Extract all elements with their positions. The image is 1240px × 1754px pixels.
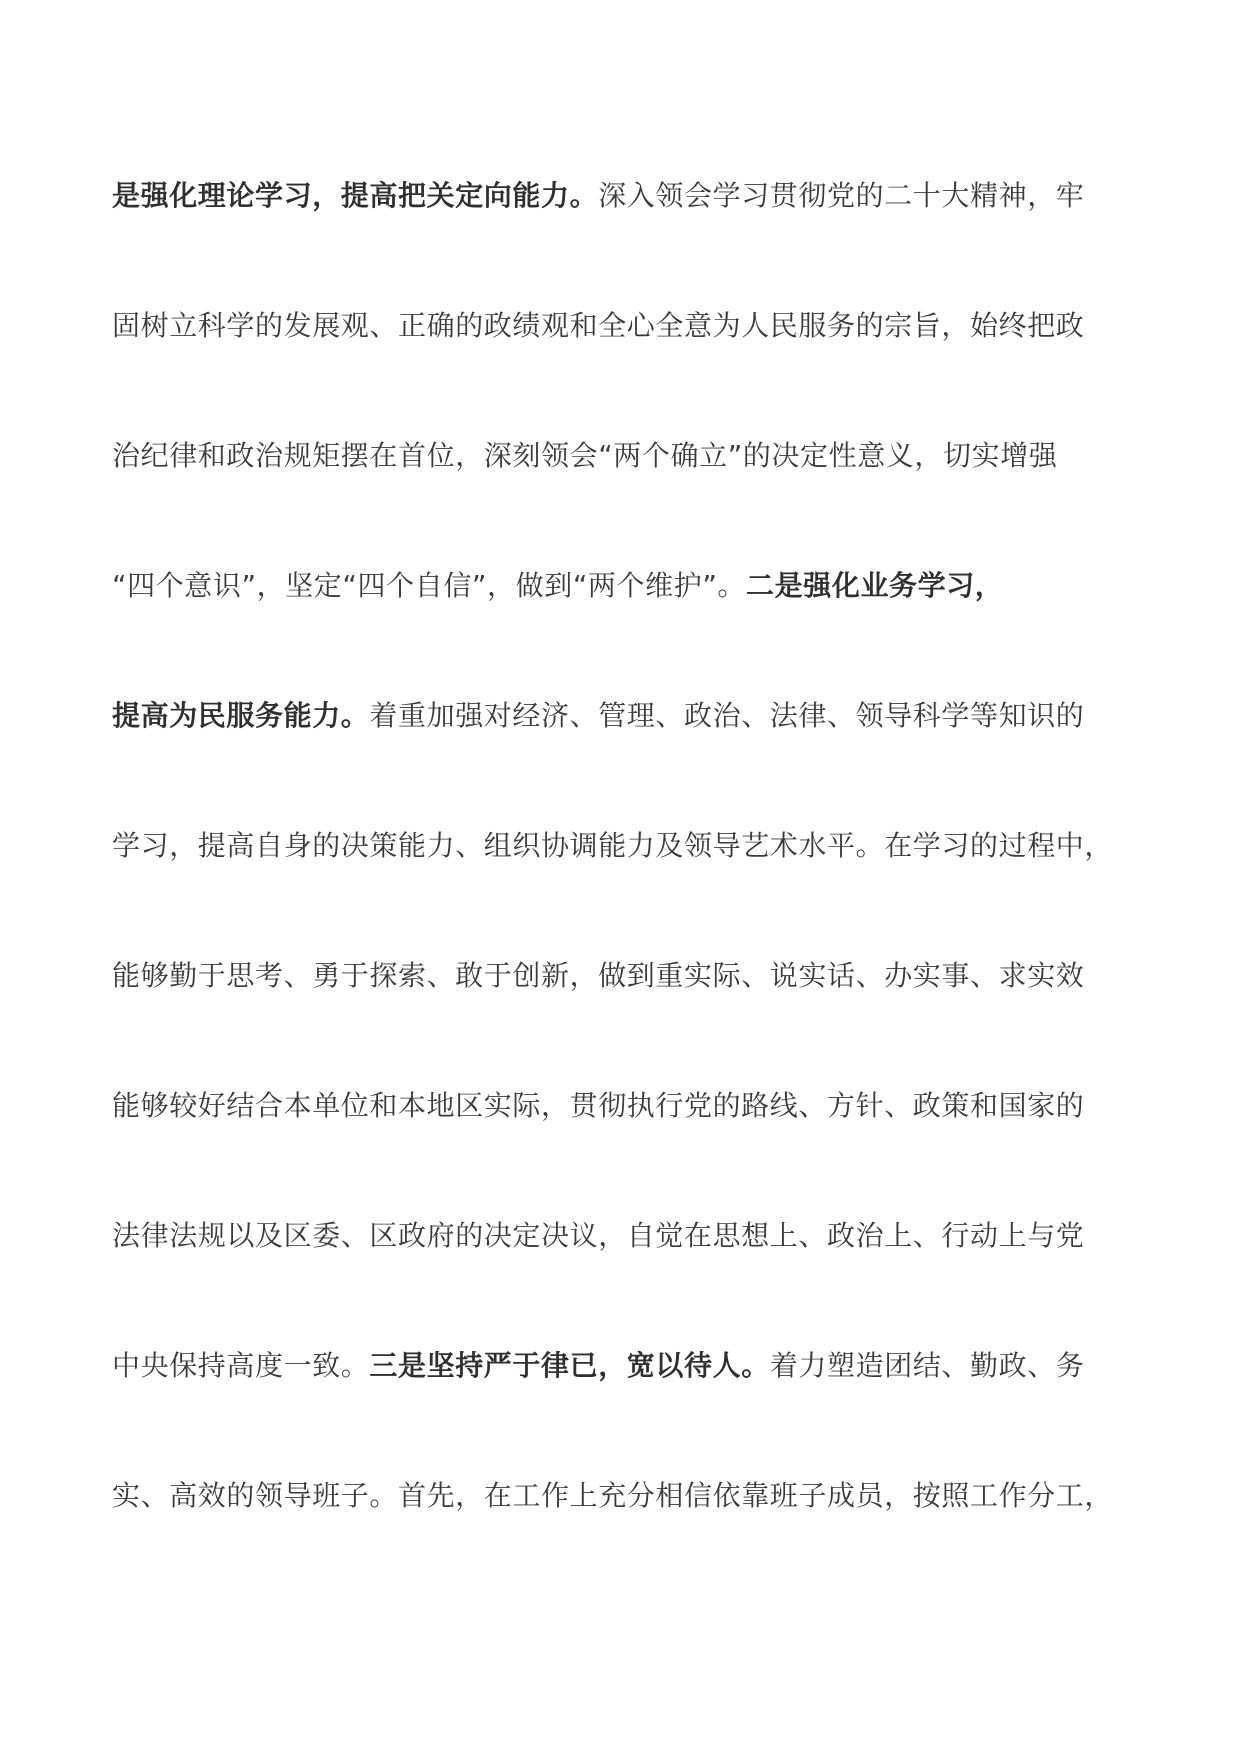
line-text: 治纪律和政治规矩摆在首位，深刻领会“两个确立”的决定性意义，切实增强 — [112, 439, 1058, 472]
paragraph-line-10 — [112, 1346, 1152, 1386]
paragraph-line-6 — [112, 826, 1152, 866]
line-text: 深入领会学习贯彻党的二十大精神，牢 — [598, 179, 1085, 212]
line-text: 法律法规以及区委、区政府的决定决议，自觉在思想上、政治上、行动上与党 — [112, 1219, 1085, 1252]
line-text: “四个意识”，坚定“四个自信”，做到“两个维护”。 — [112, 569, 747, 602]
line-text: 着力塑造团结、勤政、务 — [769, 1349, 1085, 1382]
line-text: 能够勤于思考、勇于探索、敢于创新，做到重实际、说实话、办实事、求实效 — [112, 959, 1085, 992]
paragraph-line-7 — [112, 956, 1152, 996]
bold-heading-two-cont: 提高为民服务能力。 — [112, 699, 370, 732]
bold-heading-two: 二是强化业务学习， — [746, 569, 1004, 602]
bold-heading-three: 三是坚持严于律已，宽以待人。 — [369, 1349, 770, 1382]
line-text: 能够较好结合本单位和本地区实际，贯彻执行党的路线、方针、政策和国家的 — [112, 1089, 1085, 1122]
paragraph-line-4 — [112, 566, 1152, 606]
line-text: 实、高效的领导班子。首先，在工作上充分相信依靠班子成员，按照工作分工， — [112, 1479, 1114, 1512]
paragraph-line-8 — [112, 1086, 1152, 1126]
paragraph-line-1 — [112, 176, 1152, 216]
line-text: 固树立科学的发展观、正确的政绩观和全心全意为人民服务的宗旨，始终把政 — [112, 309, 1085, 342]
line-text: 着重加强对经济、管理、政治、法律、领导科学等知识的 — [369, 699, 1085, 732]
line-text: 中央保持高度一致。 — [112, 1349, 370, 1382]
paragraph-line-5 — [112, 696, 1152, 736]
bold-heading-one: 是强化理论学习，提高把关定向能力。 — [112, 179, 599, 212]
line-text: 学习，提高自身的决策能力、组织协调能力及领导艺术水平。在学习的过程中， — [112, 829, 1114, 862]
paragraph-line-2 — [112, 306, 1152, 346]
paragraph-line-9 — [112, 1216, 1152, 1256]
paragraph-line-3 — [112, 436, 1152, 476]
paragraph-line-11 — [112, 1476, 1152, 1516]
